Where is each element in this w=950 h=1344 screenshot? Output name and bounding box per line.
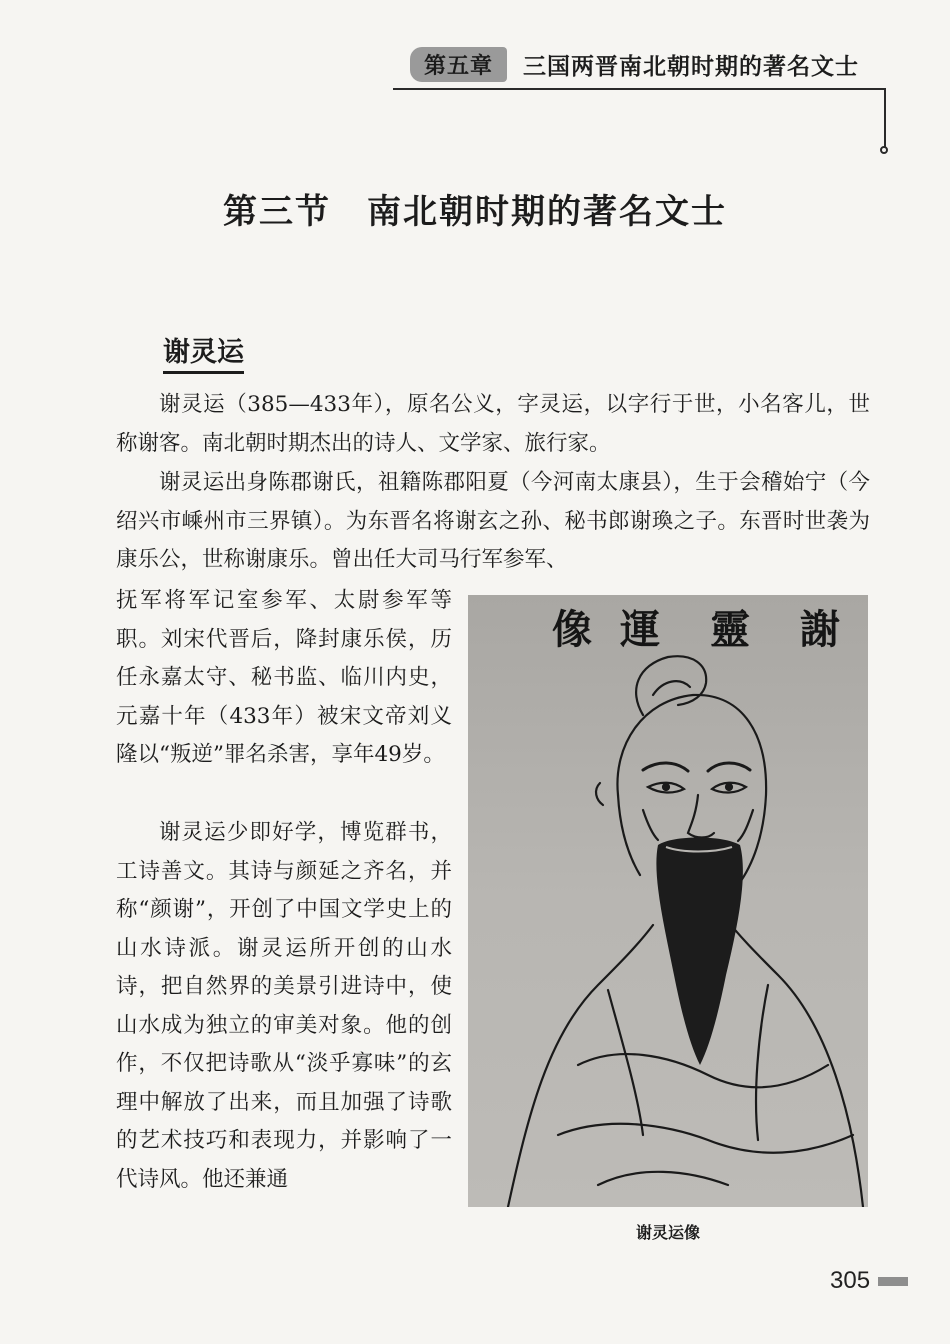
page-number: 305	[830, 1267, 871, 1294]
portrait-image	[468, 595, 868, 1207]
paragraph-origin-continued: 抚军将军记室参军、太尉参军等职。刘宋代晋后，降封康乐侯，历任永嘉太守、秘书监、临川内史，元嘉十年（433年）被宋文帝刘义隆以“叛逆”罪名杀害，享年49岁。	[116, 588, 452, 767]
person-heading: 谢灵运	[163, 330, 244, 374]
header-vertical-rule	[884, 88, 886, 148]
inscription-char-3: 靈	[710, 606, 750, 653]
inscription-char-2: 運	[620, 606, 660, 653]
inscription-char-1: 像	[552, 606, 592, 653]
paragraph-intro: 谢灵运（385—433年），原名公义，字灵运，以字行于世，小名客儿，世称谢客。南北朝时期杰出的诗人、文学家、旅行家。	[116, 392, 870, 456]
inscription-char-4: 謝	[800, 606, 840, 653]
portrait-caption: 谢灵运像	[635, 1223, 700, 1242]
running-header	[410, 44, 859, 84]
chapter-tag: 第五章	[410, 47, 507, 82]
header-rule	[393, 88, 885, 90]
page-number-bar	[878, 1277, 908, 1286]
section-title: 第三节 南北朝时期的著名文士	[223, 192, 727, 232]
paragraph-origin: 谢灵运出身陈郡谢氏，祖籍陈郡阳夏（今河南太康县），生于会稽始宁（今绍兴市嵊州市三界镇）。为东晋名将谢玄之孙、秘书郎谢瑍之子。东晋时世袭为康乐公，世称谢康乐。曾出任大司马行军参军、	[116, 470, 870, 572]
paragraph-literary: 谢灵运少即好学，博览群书，工诗善文。其诗与颜延之齐名，并称“颜谢”，开创了中国文学史上的山水诗派。谢灵运所开创的山水诗，把自然界的美景引进诗中，使山水成为独立的审美对象。他的创作，不仅把诗歌从“淡乎寡味”的玄理中解放了出来，而且加强了诗歌的艺术技巧和表现力，并影响了一代诗风。他还兼通	[116, 820, 452, 1192]
header-rule-end-dot	[880, 146, 888, 154]
chapter-title: 三国两晋南北朝时期的著名文士	[523, 52, 860, 80]
